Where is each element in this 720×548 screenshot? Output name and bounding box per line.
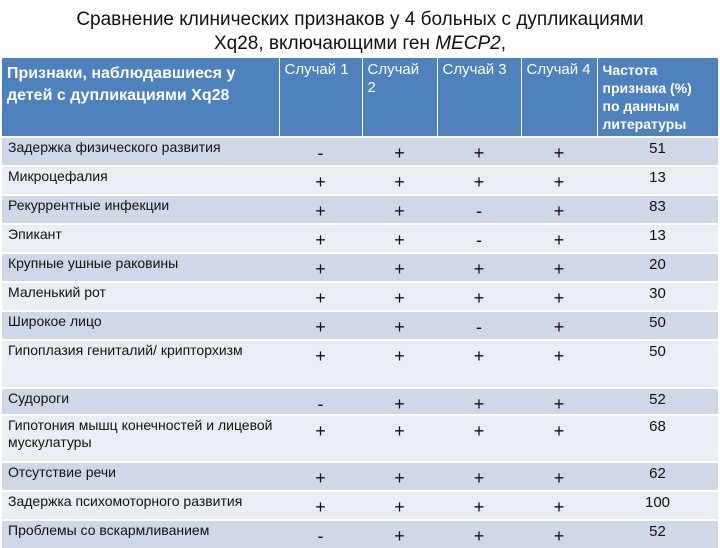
header-case-1: Случай 1 [279, 58, 362, 137]
gene-name: MECP2 [435, 33, 501, 54]
frequency-cell: 20 [597, 253, 718, 282]
frequency-cell: 50 [597, 311, 718, 340]
feature-cell: Рекуррентные инфекции [2, 195, 279, 224]
case-2-cell: + [362, 137, 437, 166]
title-line-2-suffix: , [500, 33, 506, 54]
case-3-cell: + [437, 520, 521, 548]
feature-cell: Отсутствие речи [2, 462, 279, 491]
header-frequency: Частота признака (%) по данным литературы [597, 58, 718, 137]
case-4-cell: + [521, 462, 597, 491]
table-body [2, 137, 718, 548]
case-1-cell: - [279, 137, 362, 166]
case-1-cell: + [279, 462, 362, 491]
case-2-cell: + [362, 388, 437, 415]
title-line-1: Сравнение клинических признаков у 4 больных с дупликациями [76, 9, 644, 30]
case-2-cell: + [362, 462, 437, 491]
frequency-cell: 52 [597, 388, 718, 415]
frequency-cell: 51 [597, 137, 718, 166]
table-row [2, 224, 718, 253]
frequency-cell: 50 [597, 340, 718, 388]
frequency-cell: 83 [597, 195, 718, 224]
table-header-row [2, 58, 718, 137]
case-4-cell: + [521, 137, 597, 166]
table-row [2, 166, 718, 195]
case-3-cell: - [437, 311, 521, 340]
frequency-cell: 13 [597, 224, 718, 253]
table-row [2, 388, 718, 415]
case-3-cell: + [437, 137, 521, 166]
case-4-cell: + [521, 253, 597, 282]
feature-cell: Задержка психомоторного развития [2, 491, 279, 520]
feature-cell: Задержка физического развития [2, 137, 279, 166]
frequency-cell: 62 [597, 462, 718, 491]
case-1-cell: + [279, 415, 362, 462]
case-3-cell: + [437, 253, 521, 282]
case-1-cell: - [279, 388, 362, 415]
case-2-cell: + [362, 491, 437, 520]
case-2-cell: + [362, 195, 437, 224]
title-line-2 [0, 32, 720, 56]
case-1-cell: + [279, 195, 362, 224]
header-case-2: Случай 2 [362, 58, 437, 137]
case-4-cell: + [521, 520, 597, 548]
case-2-cell: + [362, 166, 437, 195]
case-3-cell: + [437, 282, 521, 311]
table-row [2, 491, 718, 520]
feature-cell: Маленький рот [2, 282, 279, 311]
page-title [0, 8, 720, 56]
case-2-cell: + [362, 282, 437, 311]
case-4-cell: + [521, 195, 597, 224]
case-3-cell: + [437, 462, 521, 491]
case-2-cell: + [362, 415, 437, 462]
case-2-cell: + [362, 224, 437, 253]
case-4-cell: + [521, 340, 597, 388]
case-3-cell: + [437, 340, 521, 388]
case-1-cell: + [279, 282, 362, 311]
header-case-3: Случай 3 [437, 58, 521, 137]
case-1-cell: + [279, 491, 362, 520]
case-1-cell: + [279, 253, 362, 282]
case-2-cell: + [362, 253, 437, 282]
case-3-cell: - [437, 224, 521, 253]
case-4-cell: + [521, 415, 597, 462]
case-1-cell: - [279, 520, 362, 548]
case-1-cell: + [279, 340, 362, 388]
header-features: Признаки, наблюдавшиеся у детей с дупликациями Xq28 [2, 58, 279, 137]
comparison-table [2, 58, 719, 548]
feature-cell: Гипотония мышц конечностей и лицевой мускулатуры [2, 415, 279, 462]
case-4-cell: + [521, 491, 597, 520]
case-3-cell: - [437, 195, 521, 224]
case-2-cell: + [362, 340, 437, 388]
feature-cell: Широкое лицо [2, 311, 279, 340]
frequency-cell: 52 [597, 520, 718, 548]
feature-cell: Эпикант [2, 224, 279, 253]
table-row [2, 195, 718, 224]
title-line-2-prefix: Xq28, включающими ген [214, 33, 436, 54]
table-row [2, 311, 718, 340]
header-case-4: Случай 4 [521, 58, 597, 137]
case-4-cell: + [521, 282, 597, 311]
table-row [2, 462, 718, 491]
case-3-cell: + [437, 415, 521, 462]
case-4-cell: + [521, 166, 597, 195]
case-1-cell: + [279, 224, 362, 253]
case-4-cell: + [521, 311, 597, 340]
feature-cell: Судороги [2, 388, 279, 415]
frequency-cell: 68 [597, 415, 718, 462]
feature-cell: Микроцефалия [2, 166, 279, 195]
case-3-cell: + [437, 388, 521, 415]
table-row [2, 137, 718, 166]
table-row [2, 520, 718, 548]
feature-cell: Проблемы со вскармливанием [2, 520, 279, 548]
table-row [2, 282, 718, 311]
case-4-cell: + [521, 224, 597, 253]
table-row [2, 253, 718, 282]
case-2-cell: + [362, 520, 437, 548]
case-1-cell: + [279, 166, 362, 195]
frequency-cell: 30 [597, 282, 718, 311]
frequency-cell: 100 [597, 491, 718, 520]
case-3-cell: + [437, 166, 521, 195]
case-2-cell: + [362, 311, 437, 340]
case-1-cell: + [279, 311, 362, 340]
feature-cell: Гипоплазия гениталий/ крипторхизм [2, 340, 279, 388]
frequency-cell: 13 [597, 166, 718, 195]
case-4-cell: + [521, 388, 597, 415]
case-3-cell: + [437, 491, 521, 520]
feature-cell: Крупные ушные раковины [2, 253, 279, 282]
table-row [2, 415, 718, 462]
table-row [2, 340, 718, 388]
